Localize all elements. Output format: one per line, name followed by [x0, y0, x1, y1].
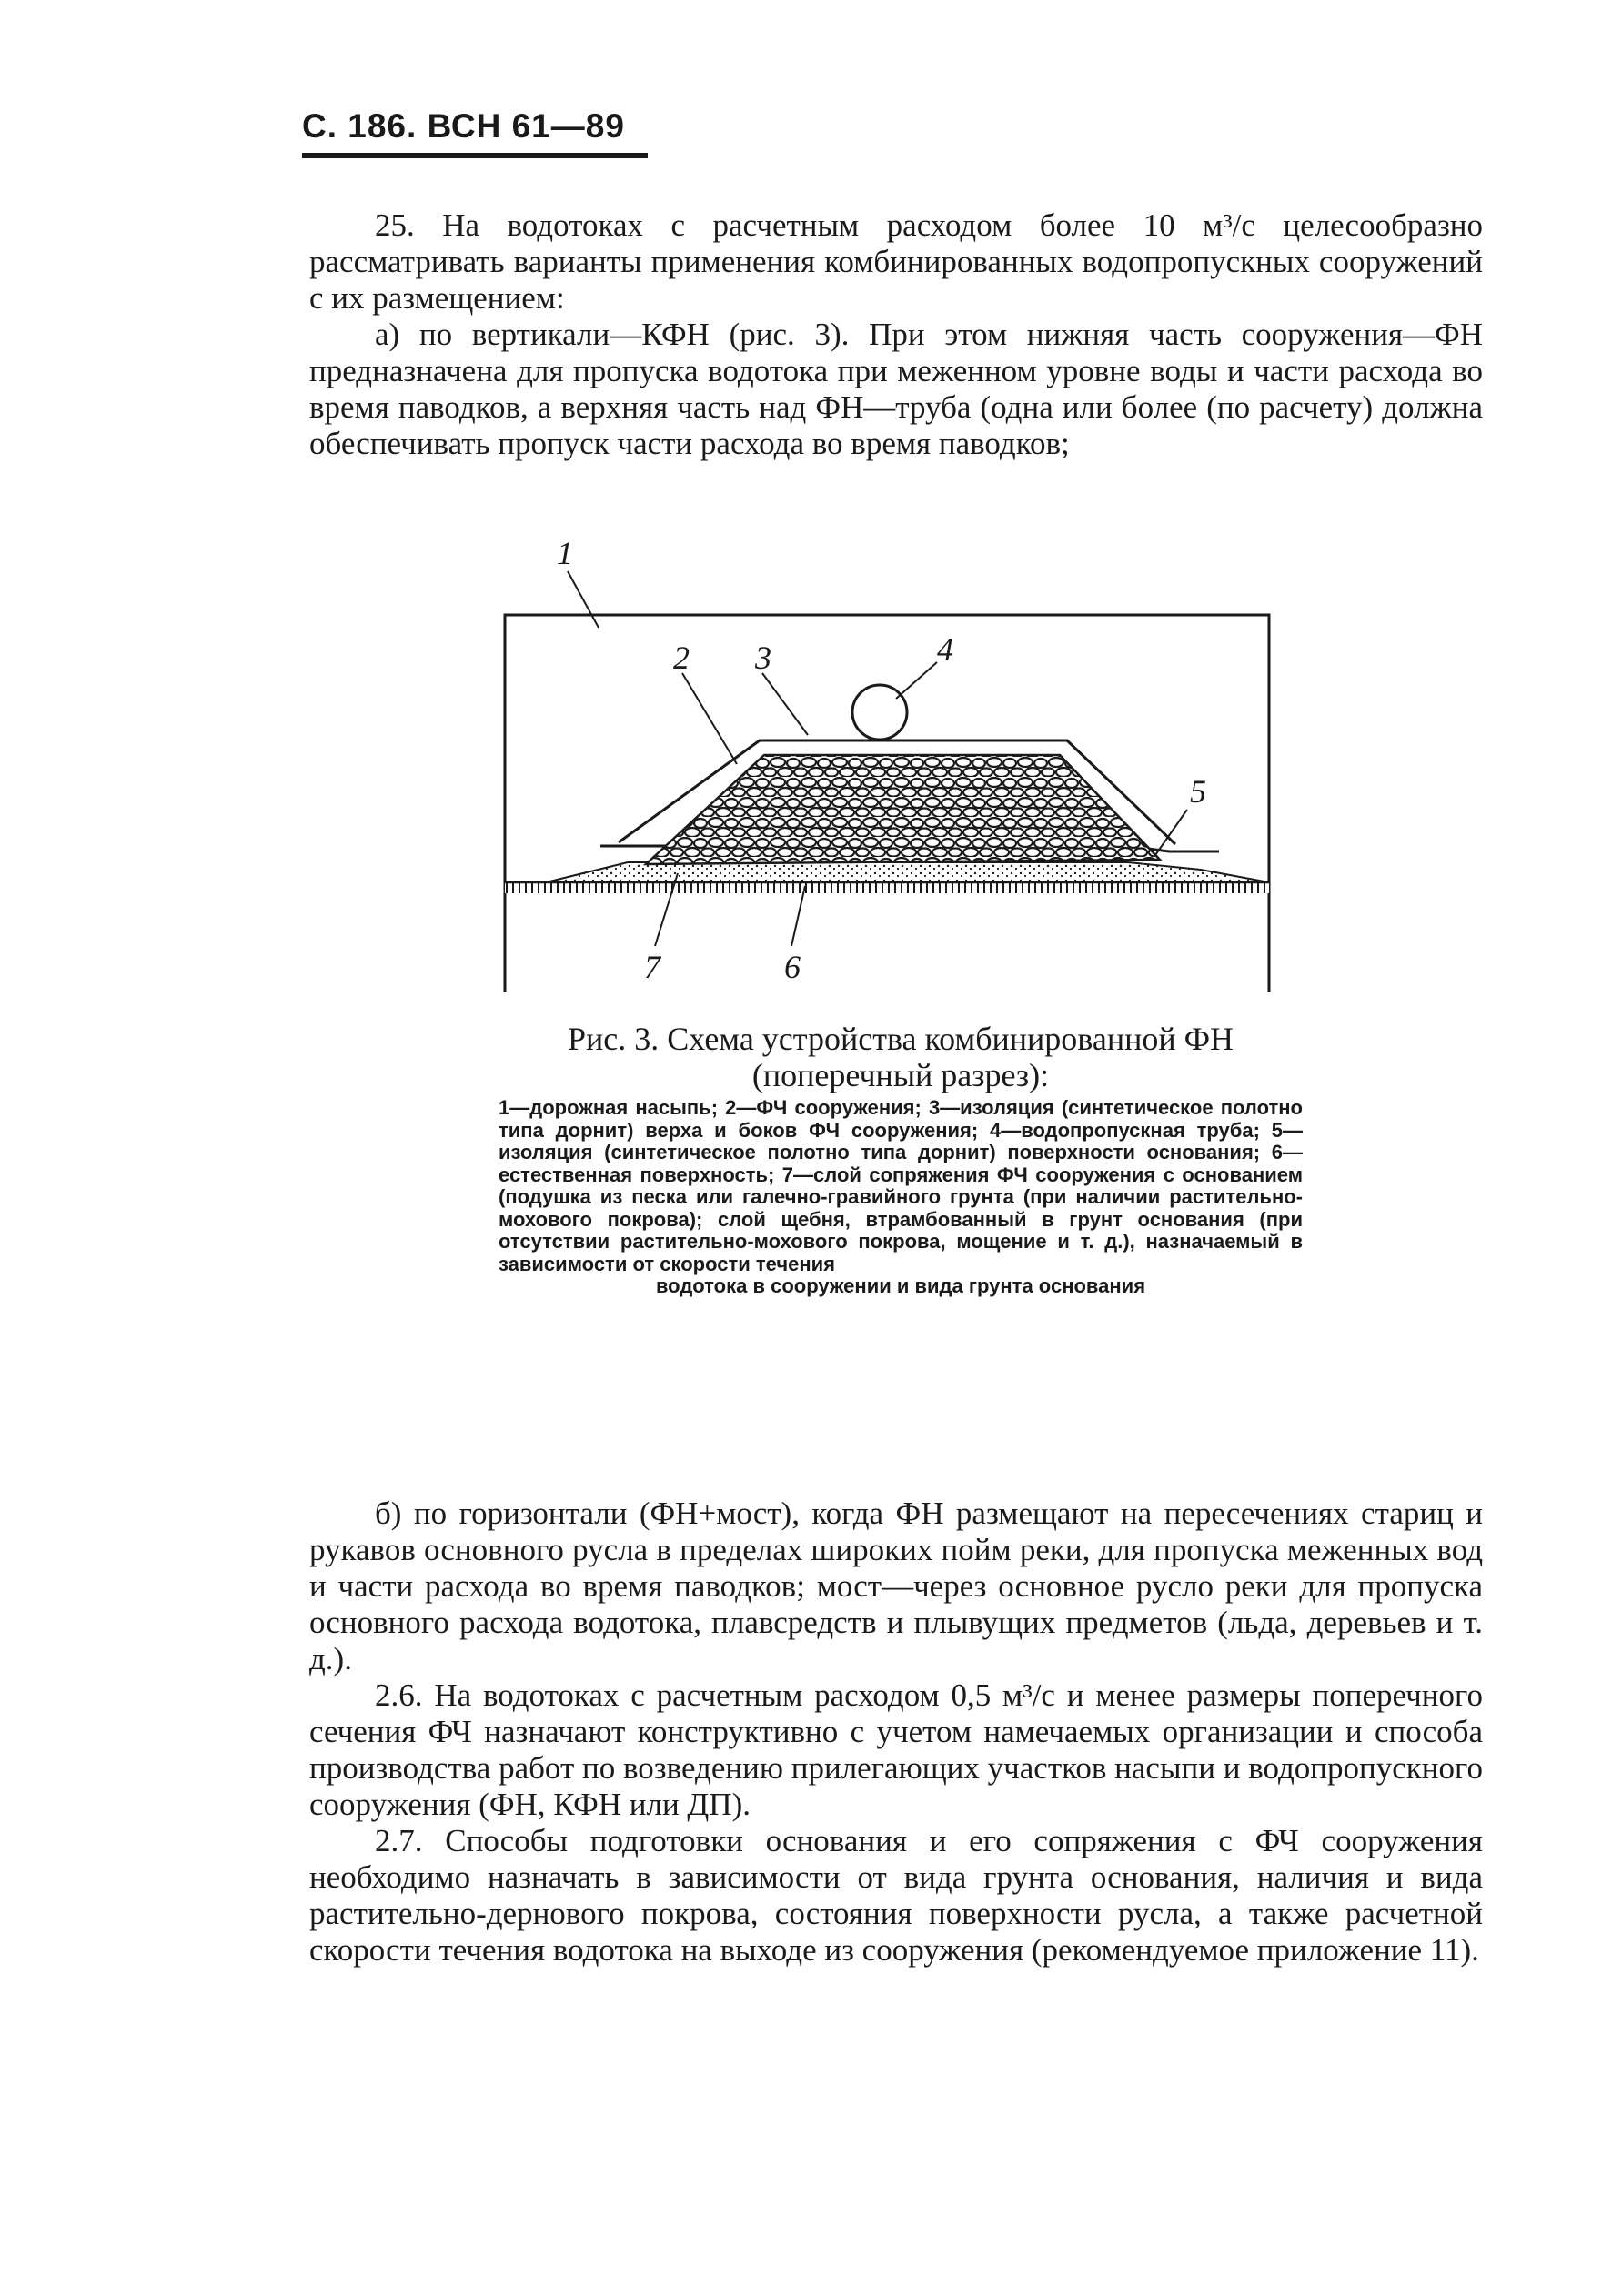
transition-layer [546, 862, 1269, 882]
figure-legend [499, 1097, 1303, 1298]
figure-caption-title: Рис. 3. Схема устройства комбинированной ФН (поперечный разрез): [567, 1021, 1234, 1093]
figure-label-4: 4 [937, 631, 953, 668]
paragraph-2-5: 25. На водотоках с расчетным расходом более 10 м³/с целесообразно рассматривать варианты применения комбинированных водопропускных сооружений с их размещением: [309, 207, 1483, 316]
figure-label-1: 1 [557, 537, 573, 571]
figure-label-7: 7 [644, 949, 660, 985]
page-header: С. 186. ВСН 61—89 [302, 107, 625, 145]
header-rule [302, 153, 648, 158]
natural-surface [505, 882, 1269, 893]
filtering-body [646, 755, 1160, 864]
paragraph-2-7: 2.7. Способы подготовки основания и его сопряжения с ФЧ сооружения необходимо назначать в зависимости от вида грунта основания, наличия и вида растительно-дернового покрова, состояния поверхности русла, а также расчетной скорости течения водотока на выходе из сооружения (рекомендуемое приложение 11). [309, 1823, 1483, 1968]
figure-label-3: 3 [755, 639, 771, 676]
paragraph-2-5-a: а) по вертикали—КФН (рис. 3). При этом нижняя часть сооружения—ФН предназначена для пропуска водотока при меженном уровне воды и части расхода во время паводков, а верхняя часть над ФН—труба (одна или более (по расчету) должна обеспечивать пропуск части расхода во время паводков; [309, 317, 1483, 461]
culvert-pipe [852, 685, 907, 740]
paragraph-2-5-b: б) по горизонтали (ФН+мост), когда ФН размещают на пересечениях стариц и рукавов основного русла в пределах широких пойм реки, для пропуска меженных вод и части расхода во время паводков; мост—через основное русло реки для пропуска основного расхода водотока, плавсредств и плывущих предметов (льда, деревьев и т. д.). [309, 1495, 1483, 1677]
cross-section-figure [491, 537, 1292, 1010]
paragraph-2-6: 2.6. На водотоках с расчетным расходом 0,5 м³/с и менее размеры поперечного сечения ФЧ назначают конструктивно с учетом намечаемых организации и способа производства работ по возведению прилегающих участков насыпи и водопропускного сооружения (ФН, КФН или ДП). [309, 1677, 1483, 1822]
figure-label-2: 2 [673, 639, 690, 676]
figure-legend-last-line: водотока в сооружении и вида грунта основания [655, 1274, 1146, 1297]
figure-legend-text: 1—дорожная насыпь; 2—ФЧ сооружения; 3—изоляция (синтетическое полотно типа дорнит) верха и боков ФЧ сооружения; 4—водопропускная труба; 5—изоляция (синтетическое полотно типа дорнит) поверхности основания; 6—естественная поверхность; 7—слой сопряжения ФЧ сооружения с основанием (подушка из песка или галечно-гравийного грунта (при наличии растительно-мохового покрова); слой щебня, втрамбованный в грунт основания (при отсутствии растительно-мохового покрова, мощение и т. д.), назначаемый в зависимости от скорости течения [499, 1096, 1303, 1275]
figure-label-6: 6 [784, 949, 801, 985]
figure-label-5: 5 [1190, 773, 1206, 810]
